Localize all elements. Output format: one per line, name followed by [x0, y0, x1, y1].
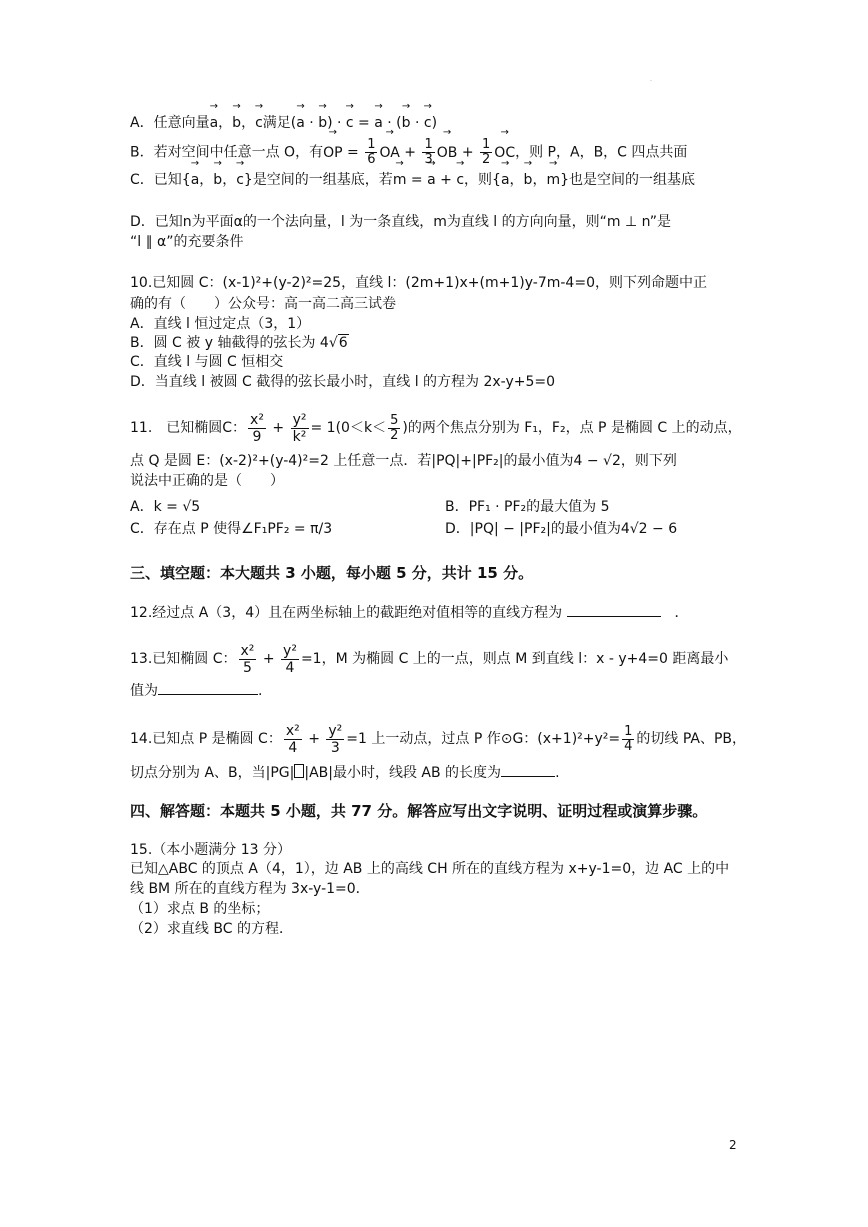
- q9-option-d-line1: D．已知n为平面α的一个法向量，l 为一条直线，m为直线 l 的方向向量，则“m ⊥ n”是: [130, 214, 671, 230]
- q15-stem-line1: 已知△ABC 的顶点 A（4，1），边 AB 上的高线 CH 所在的直线方程为 x+y-1=0，边 AC 上的中: [130, 861, 730, 877]
- section-4-heading: 四、解答题：本题共 5 小题，共 77 分。解答应写出文字说明、证明过程或演算步骤。: [130, 802, 708, 820]
- q9-option-a: A．任意向量→ a，→ b，→ c满足(→ a · → b) · → c = → a · (→ b · → c): [130, 113, 437, 133]
- q11-option-d: D．|PQ| − |PF₂|的最小值为4√2 − 6: [445, 521, 678, 537]
- q11-option-a: A．k = √5: [130, 499, 201, 515]
- q14-stem-line1: 14.已知点 P 是椭圆 C： $\frac{\text{x²}}{4}$ + $\frac{\text{y²}}{3}$ =1 上一动点，过点 P 作⊙G：(x+1)²+y²= $\frac{1}{4}$ 的切线 PA、PB，: [130, 722, 747, 756]
- q11-stem-line3: 说法中正确的是（ ）: [130, 473, 284, 489]
- missing-glyph-box: [294, 764, 304, 778]
- q10-option-b: B．圆 C 被 y 轴截得的弦长为 4√6: [130, 335, 348, 351]
- q10-option-d: D．当直线 l 被圆 C 截得的弦长最小时，直线 l 的方程为 2x-y+5=0: [130, 374, 556, 390]
- q10-stem-line1: 10.已知圆 C：(x-1)²+(y-2)²=25，直线 l：(2m+1)x+(m+1)y-7m-4=0，则下列命题中正: [130, 275, 707, 291]
- q15-part-2: （2）求直线 BC 的方程．: [130, 921, 293, 937]
- q12-stem: 12.经过点 A（3，4）且在两坐标轴上的截距绝对值相等的直线方程为 ．: [130, 602, 689, 623]
- q13-stem-line1: 13.已知椭圆 C： $\frac{\text{x²}}{5}$ + $\frac{\text{y²}}{4}$ =1，M 为椭圆 C 上的一点，则点 M 到直线 l：x - y+4=0 距离最小: [130, 642, 729, 676]
- q11-option-b: B．PF₁ · PF₂的最大值为 5: [445, 499, 610, 515]
- q11-stem-line1: 11. 已知椭圆C： $\frac{\text{x²}}{9}$ + $\frac{\text{y²}}{\text{k²}}$ = 1(0＜k＜ $\frac{5}{2}$ )的两个焦点分别为 F₁，F₂，点 P 是椭圆 C 上的动点，: [130, 411, 742, 445]
- q10-option-c: C．直线 l 与圆 C 恒相交: [130, 354, 284, 370]
- q10-stem-line2: 确的有（ ）公众号：高一高二高三试卷: [130, 296, 396, 312]
- q15-stem-line2: 线 BM 所在的直线方程为 3x-y-1=0．: [130, 881, 370, 897]
- q10-option-a: A．直线 l 恒过定点（3，1）: [130, 316, 311, 332]
- q15-part-1: （1）求点 B 的坐标；: [130, 901, 270, 917]
- q11-option-c: C．存在点 P 使得∠F₁PF₂ = π/3: [130, 521, 333, 537]
- q9-option-c: C．已知{→ a，→ b，→ c}是空间的一组基底，若→ m = → a + → c，则{→ a，→ b，→ m}也是空间的一组基底: [130, 170, 695, 190]
- q14-stem-line2: 切点分别为 A、B，当|PG| |AB|最小时，线段 AB 的长度为 .: [130, 762, 560, 783]
- q13-stem-line2: 值为 .: [130, 680, 262, 701]
- page-number: 2: [729, 1138, 737, 1152]
- q9-option-d-line2: “l ∥ α”的充要条件: [130, 234, 244, 250]
- q11-stem-line2: 点 Q 是圆 E：(x-2)²+(y-4)²=2 上任意一点．若|PQ|+|PF₂|的最小值为4 − √2，则下列: [130, 453, 677, 469]
- section-3-heading: 三、填空题：本大题共 3 小题，每小题 5 分，共计 15 分。: [130, 564, 534, 582]
- q9-option-b: B．若对空间中任意一点 O，有→ OP = $\frac{1}{6}$ → OA + $\frac{1}{3}$ → OB + $\frac{1}{2}$ → OC，则 P，A，B，C 四点共面: [130, 138, 687, 167]
- q15-title: 15.（本小题满分 13 分）: [130, 842, 291, 858]
- scan-speck: .: [650, 76, 652, 83]
